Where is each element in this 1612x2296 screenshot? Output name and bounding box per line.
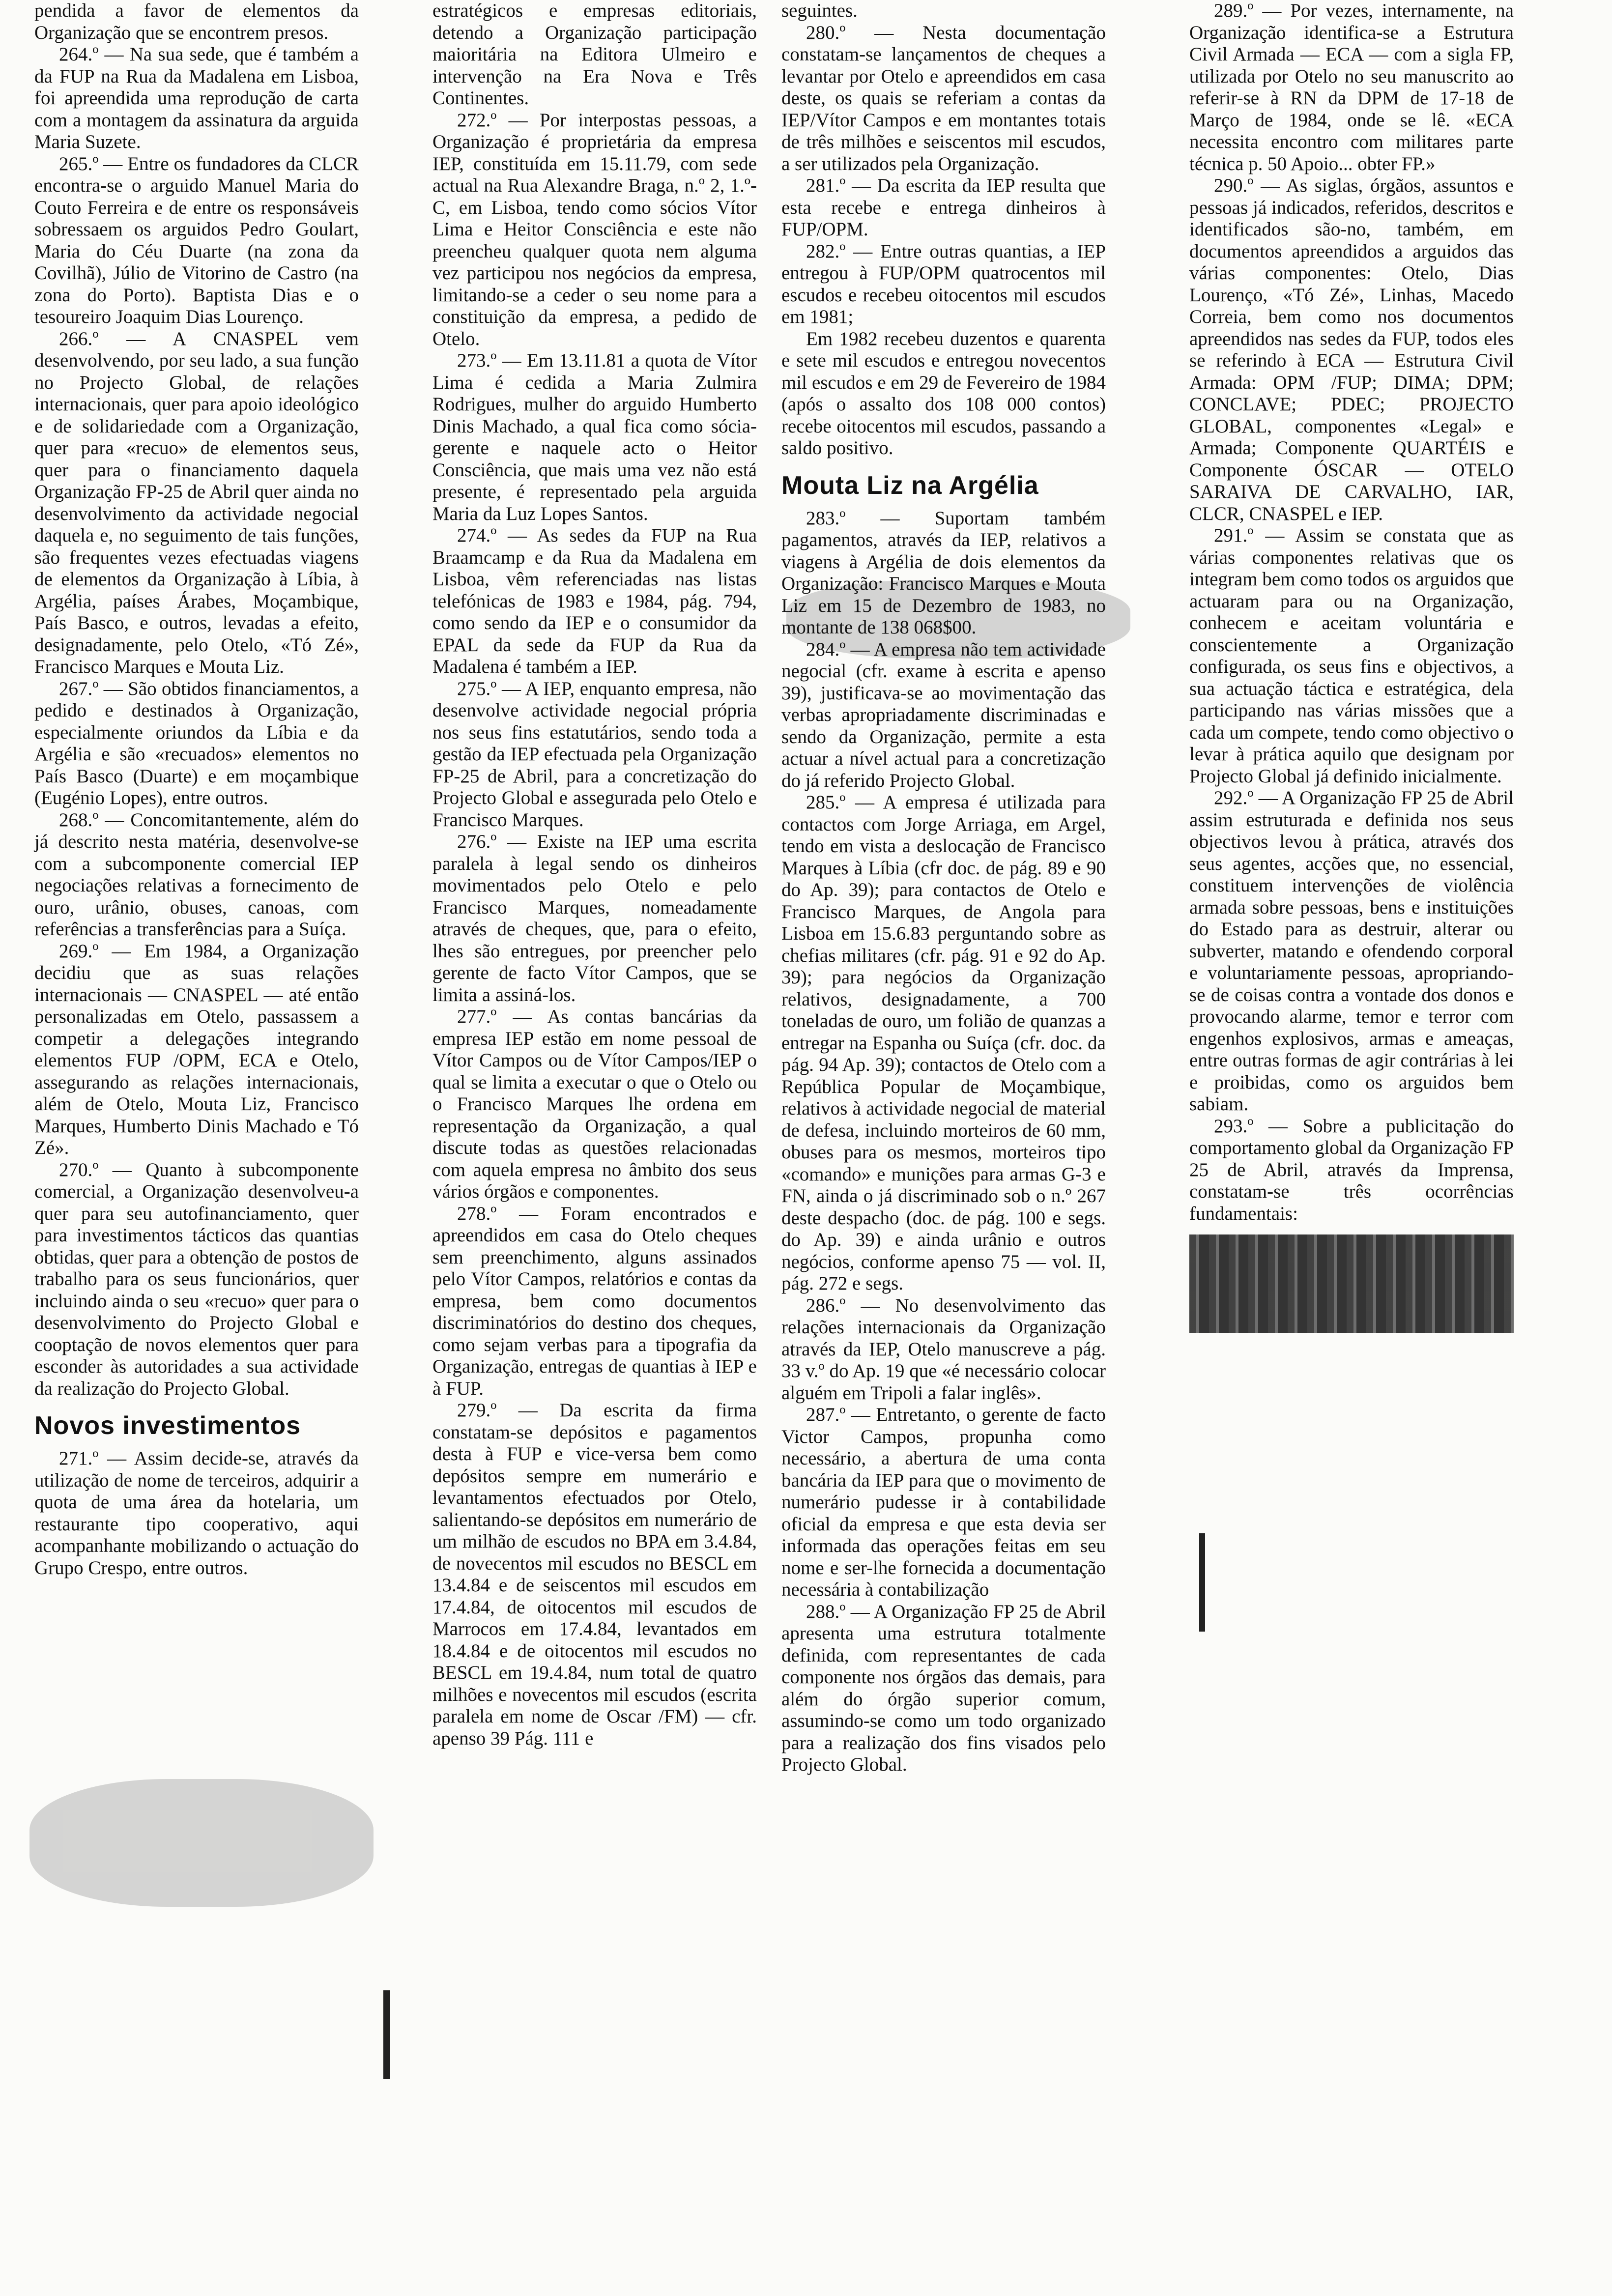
section-heading: Mouta Liz na Argélia <box>781 471 1039 500</box>
paragraph: 286.º — No desenvolvimento das relações internacionais da Organização através da IEP, Otelo manuscreve a pág. 33 v.º do Ap. 19 que «é necessário colocar alguém em Tripoli a falar inglês». <box>781 1294 1106 1404</box>
paragraph: 275.º — A IEP, enquanto empresa, não desenvolve actividade negocial própria nos seus fins estatutários, sendo toda a gestão da IEP efectuada pela Organização FP-25 de Abril, para a concretização do Projecto Global e assegurada pelo Otelo e Francisco Marques. <box>432 678 757 831</box>
paragraph: 291.º — Assim se constata que as várias componentes relativas que os integram bem como todos os arguidos que actuaram para ou na Organização, conhecem e aceitam voluntária e conscientemente a Organização configurada, os seus fins e objectivos, a sua actuação táctica e estratégica, dela participando nas várias missões que a cada um compete, tendo como objectivo o levar à prática aquilo que designam por Projecto Global já definido inicialmente. <box>1189 525 1514 787</box>
paragraph: 290.º — As siglas, órgãos, assuntos e pessoas já indicados, referidos, descritos e identificados são-no, também, em documentos apreendidos a arguidos das várias componentes: Otelo, Dias Lourenço, «Tó Zé», Linhas, Macedo Correia, bem como nos documentos apreendidos nas sedes da FUP, todos eles se referindo à ECA — Estrutura Civil Armada: OPM /FUP; DIMA; DPM; CONCLAVE; PDEC; PROJECTO GLOBAL, componentes «Legal» e Armada; Componente QUARTÉIS e Componente ÓSCAR — OTELO SARAIVA DE CARVALHO, IAR, CLCR, CNASPEL e IEP. <box>1189 175 1514 524</box>
paragraph: 285.º — A empresa é utilizada para contactos com Jorge Arriaga, em Argel, tendo em vista a deslocação de Francisco Marques à Líbia (cfr doc. de pág. 89 e 90 do Ap. 39); para contactos de Otelo e Francisco Marques, de Angola para Lisboa em 15.6.83 perguntando sobre as chefias militares (cfr. pág. 91 e 92 do Ap. 39); para negócios da Organização relativos, designadamente, a 700 toneladas de ouro, um folião de quanzas a entregar na Espanha ou Suíça (cfr. doc. da pág. 94 Ap. 39); contactos de Otelo com a República Popular de Moçambique, relativos à actividade negocial de material de defesa, incluindo morteiros de 60 mm, obuses para os mesmos, morteiros tipo «comando» e munições para armas G-3 e FN, ainda o já discriminado sob o n.º 267 deste despacho (doc. de pág. 100 e segs. do Ap. 39) e ainda urânio e outros negócios, conforme apenso 75 — vol. II, pág. 272 e segs. <box>781 792 1106 1294</box>
redacted-blurred-block <box>1189 1234 1514 1333</box>
paragraph: 282.º — Entre outras quantias, a IEP entregou à FUP/OPM quatrocentos mil escudos e recebeu oitocentos mil escudos em 1981; <box>781 240 1106 327</box>
scan-edge-mark <box>1199 1533 1205 1632</box>
paragraph: 276.º — Existe na IEP uma escrita paralela à legal sendo os dinheiros movimentados pelo Otelo e pelo Francisco Marques, nomeadamente através de cheques, que, para o efeito, lhes são entregues, por preencher pelo gerente de facto Vítor Campos, que se limita a assiná-los. <box>432 831 757 1005</box>
paragraph: 293.º — Sobre a publicitação do comportamento global da Organização FP 25 de Abril, através da Imprensa, constatam-se três ocorrências fundamentais: <box>1189 1115 1514 1224</box>
paragraph: Em 1982 recebeu duzentos e quarenta e sete mil escudos e entregou novecentos mil escudos e em 29 de Fevereiro de 1984 (após o assalto dos 108 000 contos) recebe oitocentos mil escudos, passando a saldo positivo. <box>781 328 1106 459</box>
paragraph: 287.º — Entretanto, o gerente de facto Victor Campos, propunha como necessário, a abertura de uma conta bancária da IEP para que o movimento de numerário pudesse ir à contabilidade oficial da empresa e que esta devia ser informada das operações feitas em seu nome e ser-lhe fornecida a documentação necessária à contabilização <box>781 1404 1106 1600</box>
scan-smudge <box>29 1779 374 1907</box>
column-1 <box>34 0 359 1579</box>
scan-edge-mark <box>383 1990 390 2079</box>
paragraph: 284.º — A empresa não tem actividade negocial (cfr. exame à escrita e apenso 39), justificava-se ao movimentação das verbas apropriadamente discriminadas e sendo da Organização, permite a esta actuar a nível actual para a concretização do já referido Projecto Global. <box>781 638 1106 791</box>
paragraph: 264.º — Na sua sede, que é também a da FUP na Rua da Madalena em Lisboa, foi apreendida uma reprodução de carta com a montagem da assinatura da arguida Maria Suzete. <box>34 44 359 152</box>
column-4 <box>1189 0 1514 1333</box>
column-2 <box>432 0 757 1750</box>
paragraph: 271.º — Assim decide-se, através da utilização de nome de terceiros, adquirir a quota de uma área da hotelaria, um restaurante tipo cooperativo, aqui acompanhante mobilizando o actuação do Grupo Crespo, entre outros. <box>34 1448 359 1578</box>
paragraph: 277.º — As contas bancárias da empresa IEP estão em nome pessoal de Vítor Campos ou de Vítor Campos/IEP o qual se limita a executar o que o Otelo ou o Francisco Marques lhe ordena em representação da Organização, a qual discute todas as questões relacionadas com aquela empresa no âmbito dos seus vários órgãos e componentes. <box>432 1006 757 1202</box>
paragraph: 288.º — A Organização FP 25 de Abril apresenta uma estrutura totalmente definida, com representantes de cada componente nos órgãos das demais, para além do órgão superior comum, assumindo-se como um todo organizado para a realização dos fins visados pelo Projecto Global. <box>781 1601 1106 1775</box>
paragraph: 273.º — Em 13.11.81 a quota de Vítor Lima é cedida a Maria Zulmira Rodrigues, mulher do arguido Humberto Dinis Machado, a qual fica como sócia-gerente e naquele acto o Heitor Consciência, que mais uma vez não está presente, é representado pela arguida Maria da Luz Lopes Santos. <box>432 350 757 524</box>
paragraph: 279.º — Da escrita da firma constatam-se depósitos e pagamentos desta à FUP e vice-versa bem como depósitos sempre em numerário e levantamentos efectuados por Otelo, salientando-se depósitos em numerário de um milhão de escudos no BPA em 3.4.84, de novecentos mil escudos no BESCL em 13.4.84 e de seiscentos mil escudos em 17.4.84, de oitocentos mil escudos de Marrocos em 17.4.84, levantados em 18.4.84 e de oitocentos mil escudos no BESCL em 19.4.84, num total de quatro milhões e novecentos mil escudos (escrita paralela em nome de Oscar /FM) — cfr. apenso 39 Pág. 111 e <box>432 1400 757 1749</box>
paragraph: seguintes. <box>781 0 858 21</box>
paragraph: 289.º — Por vezes, internamente, na Organização identifica-se a Estrutura Civil Armada — ECA — com a sigla FP, utilizada por Otelo no seu manuscrito ao referir-se à RN da DPM de 17-18 de Março de 1984, onde se lê. «ECA necessita encontro com militares parte técnica p. 50 Apoio... obter FP.» <box>1189 0 1514 174</box>
paragraph: pendida a favor de elementos da Organização que se encontrem presos. <box>34 0 359 43</box>
paragraph: 269.º — Em 1984, a Organização decidiu que as suas relações internacionais — CNASPEL — até então personalizadas em Otelo, passassem a competir a delegações integrando elementos FUP /OPM, ECA e Otelo, assegurando as relações internacionais, além de Otelo, Mouta Liz, Francisco Marques, Humberto Dinis Machado e Tó Zé». <box>34 940 359 1158</box>
paragraph: 274.º — As sedes da FUP na Rua Braamcamp e da Rua da Madalena em Lisboa, vêm referenciadas nas listas telefónicas de 1983 e 1984, pág. 794, como sendo da IEP e o consumidor da EPAL da sede da FUP da Rua da Madalena é também a IEP. <box>432 525 757 677</box>
paragraph: 283.º — Suportam também pagamentos, através da IEP, relativos a viagens à Argélia de dois elementos da Organização: Francisco Marques e Mouta Liz em 15 de Dezembro de 1983, no montante de 138 068$00. <box>781 507 1106 638</box>
paragraph: 281.º — Da escrita da IEP resulta que esta recebe e entrega dinheiros à FUP/OPM. <box>781 175 1106 240</box>
paragraph: 272.º — Por interpostas pessoas, a Organização é proprietária da empresa IEP, constituída em 15.11.79, com sede actual na Rua Alexandre Braga, n.º 2, 1.º-C, em Lisboa, tendo como sócios Vítor Lima e Heitor Consciência e este não preencheu qualquer quota nem alguma vez participou nos negócios da empresa, limitando-se a ceder o seu nome para a constituição da empresa, a pedido de Otelo. <box>432 109 757 349</box>
paragraph: estratégicos e empresas editoriais, detendo a Organização participação maioritária na Editora Ulmeiro e intervenção na Era Nova e Três Continentes. <box>432 0 757 109</box>
section-heading: Novos investimentos <box>34 1411 301 1440</box>
paragraph: 268.º — Concomitantemente, além do já descrito nesta matéria, desenvolve-se com a subcomponente comercial IEP negociações relativas a fornecimento de ouro, urânio, obuses, canoas, com referências a transferências para a Suíça. <box>34 809 359 940</box>
paragraph: 265.º — Entre os fundadores da CLCR encontra-se o arguido Manuel Maria do Couto Ferreira e de entre os responsáveis sobressaem os arguidos Pedro Goulart, Maria do Céu Duarte (na zona da Covilhã), Júlio de Vitorino de Castro (na zona do Porto). Baptista Dias e o tesoureiro Joaquim Dias Lourenço. <box>34 153 359 327</box>
column-3 <box>781 0 1106 1776</box>
paragraph: 278.º — Foram encontrados e apreendidos em casa do Otelo cheques sem preenchimento, alguns assinados pelo Vítor Campos, relatórios e contas da empresa, bem como documentos discriminatórios do destino dos cheques, como sejam verbas para a tipografia da Organização, entregas de quantias à IEP e à FUP. <box>432 1203 757 1399</box>
paragraph: 267.º — São obtidos financiamentos, a pedido e destinados à Organização, especialmente oriundos da Líbia e da Argélia e são «recuados» elementos no País Basco (Duarte) e em moçambique (Eugénio Lopes), entre outros. <box>34 678 359 808</box>
paragraph: 280.º — Nesta documentação constatam-se lançamentos de cheques a levantar por Otelo e apreendidos em casa deste, os quais se referiam a contas da IEP/Vítor Campos e em montantes totais de três milhões e seiscentos mil escudos, a ser utilizados pela Organização. <box>781 22 1106 174</box>
paragraph: 266.º — A CNASPEL vem desenvolvendo, por seu lado, a sua função no Projecto Global, de relações internacionais, quer para apoio ideológico e de solidariedade com a Organização, quer para «recuo» de elementos seus, quer para o financiamento daquela Organização FP-25 de Abril quer ainda no desenvolvimento da actividade negocial daquela e, no seguimento de tais funções, são frequentes vezes efectuadas viagens de elementos da Organização à Líbia, à Argélia, países Árabes, Moçambique, País Basco, e outros, levadas a efeito, designadamente, pelo Otelo, «Tó Zé», Francisco Marques e Mouta Liz. <box>34 328 359 677</box>
paragraph: 270.º — Quanto à subcomponente comercial, a Organização desenvolveu-a quer para seu autofinanciamento, quer para investimentos tácticos das quantias obtidas, quer para a obtenção de postos de trabalho para os seus funcionários, quer incluindo ainda o seu «recuo» quer para o desenvolvimento do Projecto Global e cooptação de novos elementos quer para esconder às autoridades a sua actividade da realização do Projecto Global. <box>34 1159 359 1399</box>
paragraph: 292.º — A Organização FP 25 de Abril assim estruturada e definida nos seus objectivos levou à prática, através dos seus agentes, acções que, no essencial, constituem intervenções de violência armada sobre pessoas, bens e instituições do Estado para as destruir, alterar ou subverter, matando e ofendendo corporal e voluntariamente pessoas, apropriando-se de coisas contra a vontade dos donos e provocando alarme, temor e terror com engenhos explosivos, armas e ameaças, entre outras formas de agir contrárias à lei e proibidas, como os arguidos bem sabiam. <box>1189 787 1514 1115</box>
